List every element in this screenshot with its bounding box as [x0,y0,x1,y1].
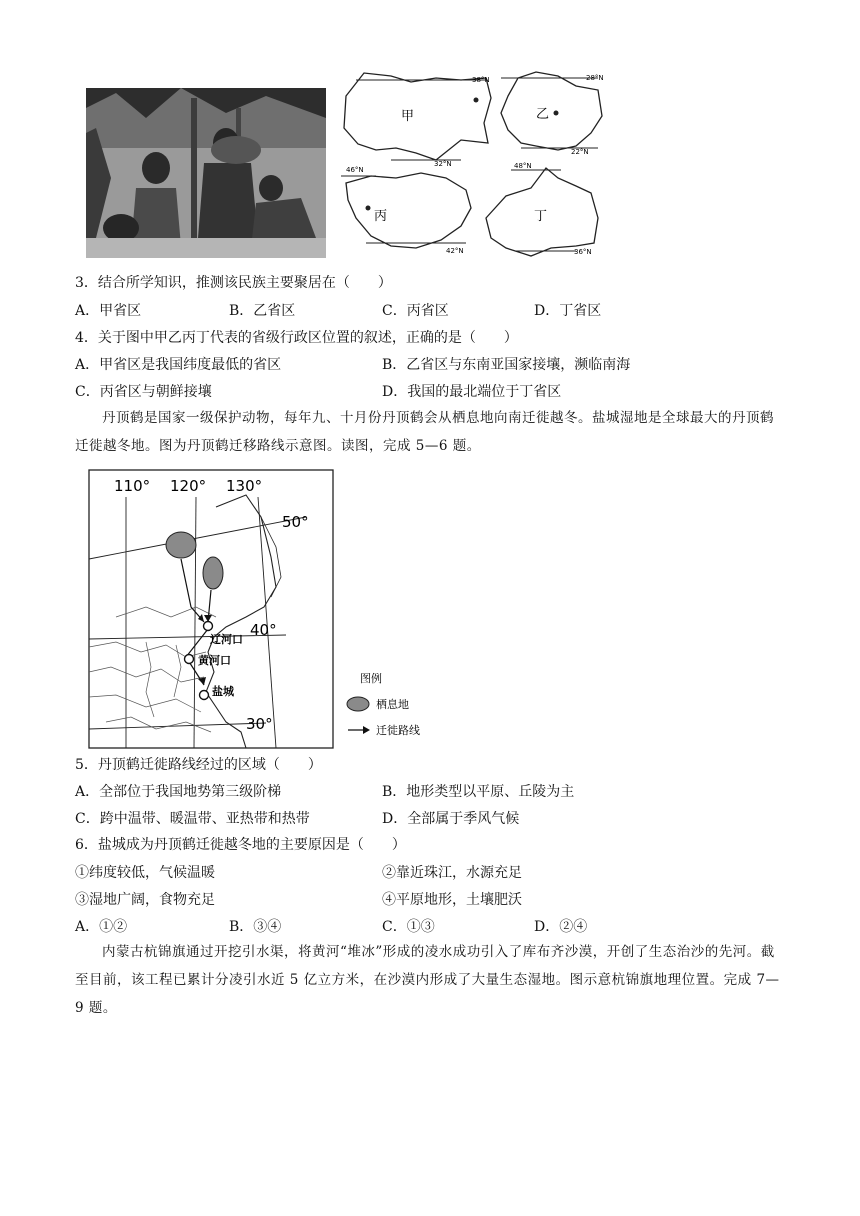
province-bing-map [341,166,471,255]
q6-option-b[interactable]: B．③④ [229,919,282,935]
q6-option-a[interactable]: A．①② [75,919,128,935]
lat-label-40: 40° [250,621,277,639]
q4-stem: 4．关于图中甲乙丙丁代表的省级行政区位置的叙述，正确的是（ ） [75,330,518,346]
province-jia-map [344,73,491,168]
q5-option-d[interactable]: D．全部属于季风气候 [382,811,520,827]
legend-habitat-label: 栖息地 [376,698,409,711]
q4-option-a[interactable]: A．甲省区是我国纬度最低的省区 [75,357,282,373]
map-legend [347,671,420,737]
province-yi-label: 乙 [536,107,550,122]
q3-option-c[interactable]: C．丙省区 [382,303,449,319]
bing-lat-bottom: 42°N [446,247,464,255]
q6-option-d[interactable]: D．②④ [534,919,588,935]
passage-hangjin: 内蒙古杭锦旗通过开挖引水渠，将黄河“堆冰”形成的凌水成功引入了库布齐沙漠，开创了生态治沙的先河。截至目前，该工程已累计分凌引水近 5 亿立方米，在沙漠内形成了大量生态湿地。图示意杭锦旗地理位置。完成 7—9 题。 [75,944,780,1016]
q6-stem: 6．盐城成为丹顶鹤迁徙越冬地的主要原因是（ ） [75,837,406,853]
ding-lat-top: 48°N [514,162,532,170]
q5-option-b[interactable]: B．地形类型以平原、丘陵为主 [382,784,575,800]
province-outline-maps [336,68,606,263]
q5-stem: 5．丹顶鹤迁徙路线经过的区域（ ） [75,757,322,773]
q4-option-b[interactable]: B．乙省区与东南亚国家接壤，濒临南海 [382,357,631,373]
q6-statement-1: ①纬度较低，气候温暖 [75,865,215,881]
q6-statement-3: ③湿地广阔，食物充足 [75,892,215,908]
q3-option-a[interactable]: A．甲省区 [75,303,142,319]
habitat-2 [203,557,223,589]
yi-lat-bottom: 22°N [571,148,589,156]
q4-option-d[interactable]: D．我国的最北端位于丁省区 [382,384,562,400]
q6-option-c[interactable]: C．①③ [382,919,435,935]
q3-option-b[interactable]: B．乙省区 [229,303,296,319]
legend-route-label: 迁徙路线 [376,724,420,737]
bing-lat-top: 46°N [346,166,364,174]
province-jia-label: 甲 [401,109,415,124]
place-yancheng: 盐城 [212,685,234,698]
province-bing-label: 丙 [374,209,388,224]
province-maps-svg [336,68,606,263]
legend-habitat-symbol [347,697,369,711]
province-yi-map [501,72,604,156]
lon-label-130: 130° [226,477,263,495]
lat-label-50: 50° [282,513,309,531]
ethnic-group-photo [86,88,326,258]
crane-migration-map [86,467,436,752]
ding-lat-bottom: 36°N [574,248,592,256]
passage-crane: 丹顶鹤是国家一级保护动物，每年九、十月份丹顶鹤会从栖息地向南迁徙越冬。盐城湿地是全球最大的丹顶鹤迁徙越冬地。图为丹顶鹤迁移路线示意图。读图，完成 5—6 题。 [75,410,774,454]
lat-label-30: 30° [246,715,273,733]
q3-stem: 3．结合所学知识，推测该民族主要聚居在（ ） [75,275,392,291]
crane-map-svg [86,467,436,752]
lon-label-120: 120° [170,477,207,495]
lon-label-110: 110° [114,477,151,495]
jia-lat-top: 38°N [472,76,490,84]
place-liaohekou: 辽河口 [210,633,243,646]
q3-option-d[interactable]: D．丁省区 [534,303,602,319]
q5-option-a[interactable]: A．全部位于我国地势第三级阶梯 [75,784,282,800]
q4-option-c[interactable]: C．丙省区与朝鲜接壤 [75,384,212,400]
q6-statement-4: ④平原地形，土壤肥沃 [382,892,522,908]
yi-lat-top: 28°N [586,74,604,82]
q6-statement-2: ②靠近珠江，水源充足 [382,865,522,881]
place-huanghekou: 黄河口 [198,654,231,667]
q5-option-c[interactable]: C．跨中温带、暖温带、亚热带和热带 [75,811,310,827]
legend-title: 图例 [360,672,382,685]
jia-lat-bottom: 32°N [434,160,452,168]
province-ding-label: 丁 [534,209,548,224]
province-ding-map [486,162,598,256]
habitat-1 [166,532,196,558]
